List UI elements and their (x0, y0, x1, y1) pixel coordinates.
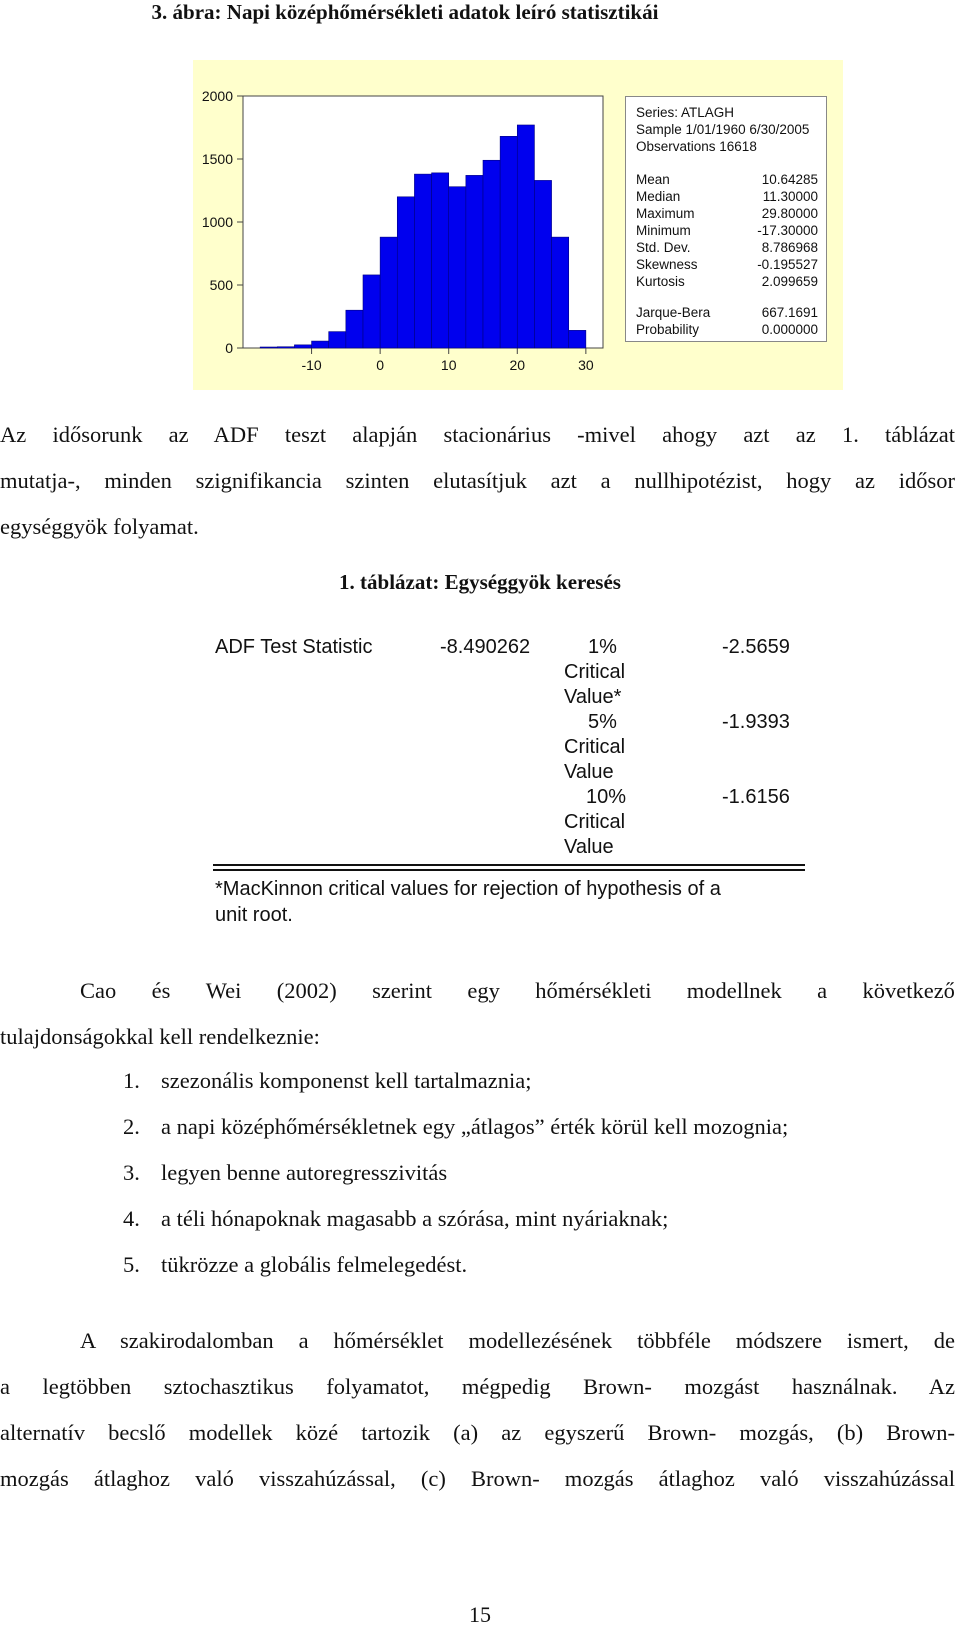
adf-critical-value: -1.6156 (722, 786, 790, 808)
histogram-figure (193, 60, 843, 390)
adf-pct: 10% (586, 786, 627, 808)
histogram-bar (534, 180, 551, 348)
adf-critical: Critical (564, 811, 626, 833)
histogram-bar (329, 332, 346, 348)
y-tick-label: 500 (209, 277, 233, 293)
histogram-chart (193, 60, 613, 390)
histogram-bar (346, 310, 363, 348)
table-rule (213, 869, 805, 871)
y-tick-label: 1000 (201, 214, 233, 230)
adf-label: ADF Test Statistic (215, 636, 373, 658)
stats-row: Median 11.30000 (636, 189, 818, 204)
x-tick-label: 0 (376, 357, 385, 373)
histogram-bar (466, 175, 483, 348)
adf-critical-value: -1.9393 (722, 711, 790, 733)
adf-pct: 1% (588, 636, 617, 658)
paragraph-line: mozgás átlaghoz való visszahúzással, (c) Brown- mozgás átlaghoz való visszahúzással (0, 1466, 955, 1491)
adf-statistic: -8.490262 (440, 636, 531, 658)
histogram-bar (500, 136, 517, 348)
adf-pct: 5% (588, 711, 617, 733)
adf-critical: Critical (564, 736, 626, 758)
histogram-bar (414, 174, 431, 348)
x-tick-label: -10 (301, 357, 322, 373)
adf-critical: Critical (564, 661, 626, 683)
stats-row: Skewness -0.195527 (636, 257, 818, 272)
adf-critical-value: -2.5659 (722, 636, 790, 658)
table-caption: 1. táblázat: Egységgyök keresés (339, 570, 621, 594)
histogram-bar (552, 237, 569, 348)
histogram-bar (363, 275, 380, 348)
y-tick-label: 0 (225, 340, 233, 356)
stats-sample: Sample 1/01/1960 6/30/2005 (636, 122, 810, 137)
histogram-bar (397, 197, 414, 348)
histogram-bar (380, 237, 397, 348)
histogram-bar (569, 330, 586, 348)
figure-caption: 3. ábra: Napi középhőmérsékleti adatok leíró statisztikái (151, 0, 659, 24)
stats-series: Series: ATLAGH (636, 105, 735, 120)
y-tick-label: 2000 (201, 88, 233, 104)
paragraph-line: alternatív becslő modellek közé tartozik (a) az egyszerű Brown- mozgás, (b) Brown- (0, 1420, 955, 1445)
histogram-bar (449, 187, 466, 348)
paragraph-line: egységgyök folyamat. (0, 514, 199, 539)
paragraph-line: tulajdonságokkal kell rendelkeznie: (0, 1024, 320, 1049)
x-tick-label: 30 (578, 357, 594, 373)
paragraph-line: Cao és Wei (2002) szerint egy hőmérsékleti modellnek a következő (80, 978, 955, 1003)
x-tick-label: 10 (440, 357, 457, 373)
histogram-bar (277, 347, 294, 348)
paragraph-line: A szakirodalomban a hőmérséklet modellezésének többféle módszere ismert, de (80, 1328, 955, 1353)
stats-row: Mean 10.64285 (636, 172, 818, 187)
stats-row: Maximum 29.80000 (636, 206, 818, 221)
adf-note: unit root. (215, 904, 293, 926)
paragraph-line: Az idősorunk az ADF teszt alapján stacionárius -mivel ahogy azt az 1. táblázat (0, 422, 955, 447)
histogram-bar (260, 347, 277, 348)
stats-row: Std. Dev. 8.786968 (636, 240, 818, 255)
paragraph-line: a legtöbben sztochasztikus folyamatot, mégpedig Brown- mozgást használnak. Az (0, 1374, 955, 1399)
histogram-bar (432, 173, 449, 348)
histogram-bar (312, 341, 329, 348)
stats-box (625, 96, 827, 342)
y-tick-label: 1500 (201, 151, 233, 167)
stats-row: Kurtosis 2.099659 (636, 274, 818, 289)
stats-row: Probability 0.000000 (636, 322, 818, 337)
adf-value-label: Value (564, 836, 614, 858)
stats-row: Minimum -17.30000 (636, 223, 818, 238)
adf-value-label: Value (564, 761, 614, 783)
stats-observations: Observations 16618 (636, 139, 757, 154)
table-rule (213, 864, 805, 866)
histogram-bar (517, 125, 534, 348)
page-number: 15 (469, 1602, 491, 1627)
x-tick-label: 20 (509, 357, 526, 373)
histogram-bar (483, 160, 500, 348)
stats-row: Jarque-Bera 667.1691 (636, 305, 818, 320)
paragraph-line: mutatja-, minden szignifikancia szinten elutasítjuk azt a nullhipotézist, hogy az idősor (0, 468, 955, 493)
adf-note: *MacKinnon critical values for rejection of hypothesis of a (215, 878, 721, 900)
histogram-bar (294, 345, 311, 348)
adf-value-label: Value* (564, 686, 622, 708)
